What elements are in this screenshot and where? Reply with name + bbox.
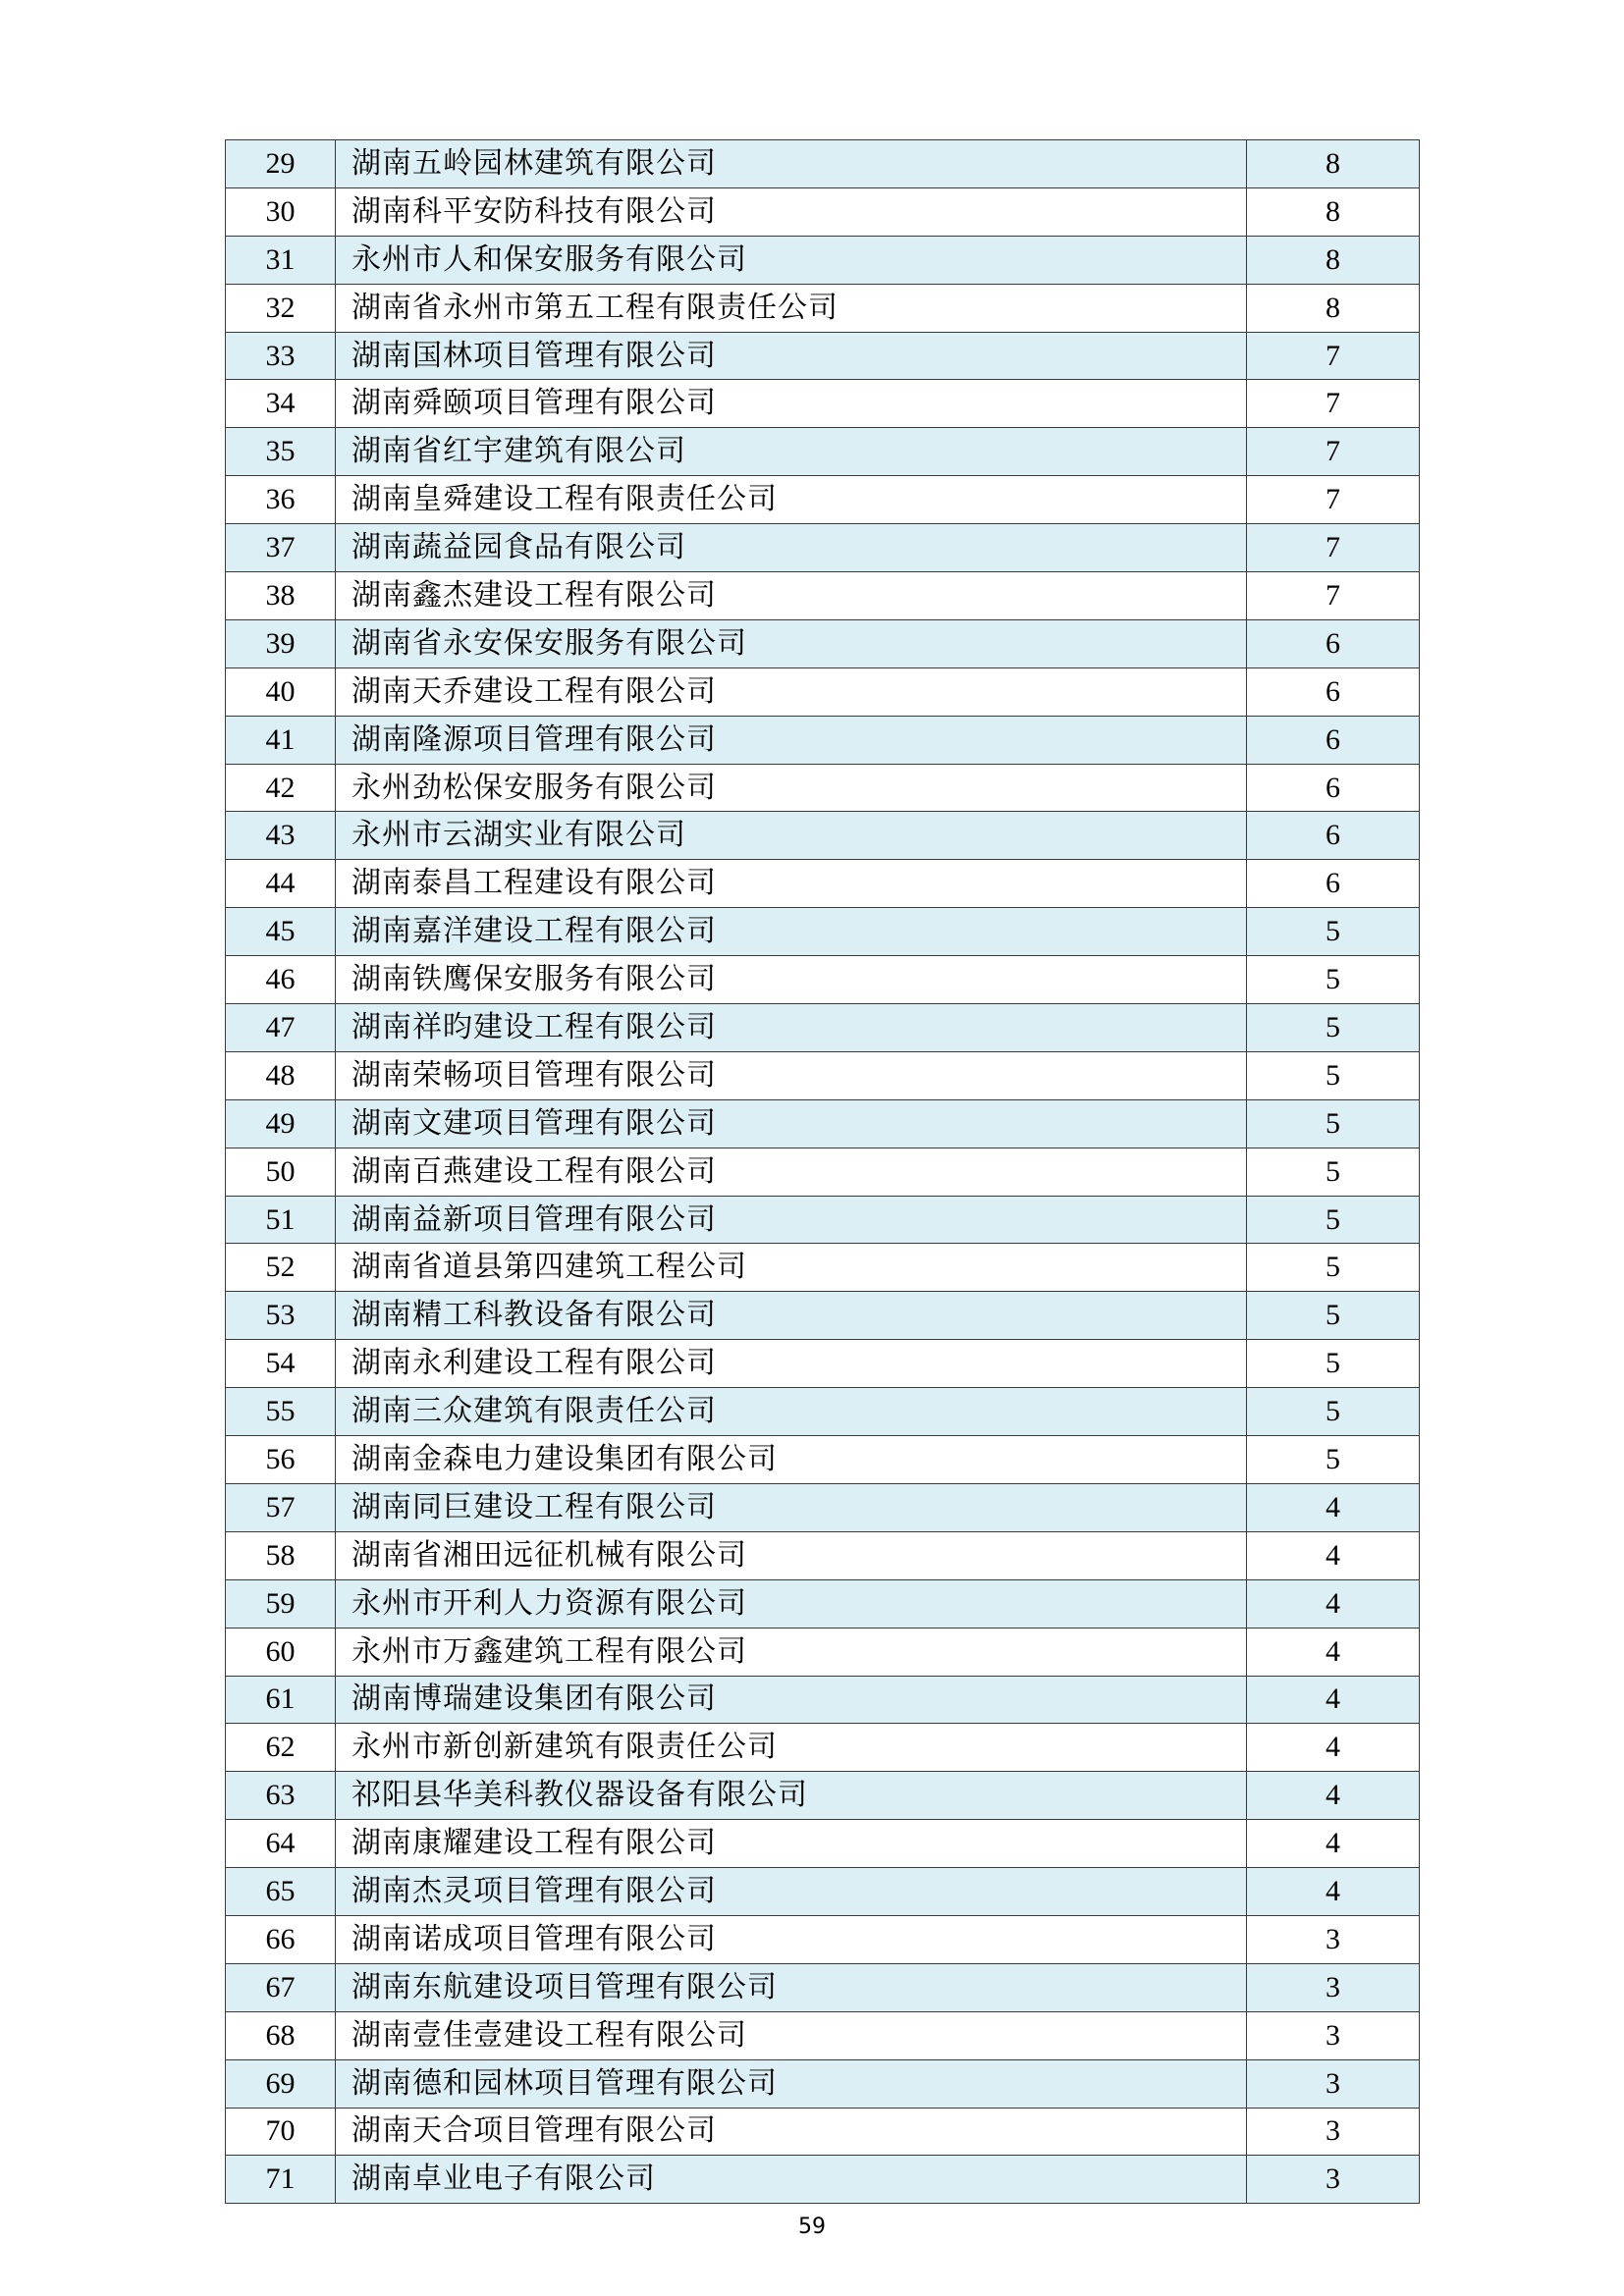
- company-name: 永州市开利人力资源有限公司: [336, 1579, 1247, 1628]
- company-table: [225, 139, 1420, 2204]
- table-row: [226, 860, 1420, 908]
- count-value: 4: [1247, 1676, 1420, 1724]
- company-name: 湖南同巨建设工程有限公司: [336, 1483, 1247, 1531]
- table-row: [226, 2156, 1420, 2204]
- company-name: 湖南永利建设工程有限公司: [336, 1340, 1247, 1388]
- table-row: [226, 1868, 1420, 1916]
- table-row: [226, 667, 1420, 716]
- company-name: 湖南康耀建设工程有限公司: [336, 1820, 1247, 1868]
- count-value: 4: [1247, 1531, 1420, 1579]
- table-row: [226, 428, 1420, 476]
- company-name: 湖南杰灵项目管理有限公司: [336, 1868, 1247, 1916]
- company-name: 湖南铁鹰保安服务有限公司: [336, 956, 1247, 1004]
- row-number: 46: [226, 956, 336, 1004]
- count-value: 6: [1247, 716, 1420, 764]
- count-value: 6: [1247, 812, 1420, 860]
- row-number: 69: [226, 2059, 336, 2108]
- count-value: 3: [1247, 2011, 1420, 2059]
- table-row: [226, 1628, 1420, 1676]
- row-number: 40: [226, 667, 336, 716]
- row-number: 59: [226, 1579, 336, 1628]
- row-number: 44: [226, 860, 336, 908]
- table-row: [226, 524, 1420, 572]
- company-name: 湖南祥昀建设工程有限公司: [336, 1004, 1247, 1052]
- row-number: 57: [226, 1483, 336, 1531]
- row-number: 47: [226, 1004, 336, 1052]
- table-row: [226, 1292, 1420, 1340]
- count-value: 5: [1247, 1292, 1420, 1340]
- company-name: 永州市万鑫建筑工程有限公司: [336, 1628, 1247, 1676]
- count-value: 8: [1247, 140, 1420, 188]
- row-number: 31: [226, 236, 336, 284]
- table-row: [226, 1340, 1420, 1388]
- company-name: 湖南皇舜建设工程有限责任公司: [336, 476, 1247, 524]
- row-number: 66: [226, 1915, 336, 1963]
- count-value: 5: [1247, 1004, 1420, 1052]
- row-number: 65: [226, 1868, 336, 1916]
- row-number: 58: [226, 1531, 336, 1579]
- company-name: 永州劲松保安服务有限公司: [336, 764, 1247, 812]
- row-number: 63: [226, 1772, 336, 1820]
- company-name: 湖南三众建筑有限责任公司: [336, 1388, 1247, 1436]
- company-name: 湖南荣畅项目管理有限公司: [336, 1051, 1247, 1099]
- row-number: 41: [226, 716, 336, 764]
- row-number: 54: [226, 1340, 336, 1388]
- page-number: 59: [798, 2215, 826, 2239]
- row-number: 49: [226, 1099, 336, 1148]
- table-row: [226, 476, 1420, 524]
- table-row: [226, 1196, 1420, 1244]
- company-name: 湖南五岭园林建筑有限公司: [336, 140, 1247, 188]
- row-number: 62: [226, 1724, 336, 1772]
- count-value: 5: [1247, 908, 1420, 956]
- company-name: 湖南卓业电子有限公司: [336, 2156, 1247, 2204]
- table-row: [226, 1244, 1420, 1292]
- table-row: [226, 332, 1420, 380]
- table-row: [226, 1724, 1420, 1772]
- company-name: 湖南蔬益园食品有限公司: [336, 524, 1247, 572]
- company-name: 湖南德和园林项目管理有限公司: [336, 2059, 1247, 2108]
- company-name: 湖南天合项目管理有限公司: [336, 2108, 1247, 2156]
- count-value: 4: [1247, 1579, 1420, 1628]
- company-name: 湖南东航建设项目管理有限公司: [336, 1963, 1247, 2011]
- row-number: 50: [226, 1148, 336, 1196]
- table-row: [226, 1676, 1420, 1724]
- count-value: 6: [1247, 764, 1420, 812]
- table-row: [226, 140, 1420, 188]
- table-row: [226, 187, 1420, 236]
- row-number: 48: [226, 1051, 336, 1099]
- count-value: 3: [1247, 2156, 1420, 2204]
- row-number: 70: [226, 2108, 336, 2156]
- company-name: 永州市人和保安服务有限公司: [336, 236, 1247, 284]
- row-number: 30: [226, 187, 336, 236]
- row-number: 56: [226, 1436, 336, 1484]
- row-number: 61: [226, 1676, 336, 1724]
- company-name: 湖南省永安保安服务有限公司: [336, 619, 1247, 667]
- row-number: 42: [226, 764, 336, 812]
- table-row: [226, 1148, 1420, 1196]
- row-number: 33: [226, 332, 336, 380]
- row-number: 38: [226, 572, 336, 620]
- count-value: 7: [1247, 476, 1420, 524]
- count-value: 7: [1247, 524, 1420, 572]
- table-row: [226, 1963, 1420, 2011]
- table-row: [226, 1388, 1420, 1436]
- row-number: 39: [226, 619, 336, 667]
- table-row: [226, 812, 1420, 860]
- company-name: 湖南舜颐项目管理有限公司: [336, 380, 1247, 428]
- company-name: 湖南省红宇建筑有限公司: [336, 428, 1247, 476]
- count-value: 5: [1247, 1099, 1420, 1148]
- table-row: [226, 1915, 1420, 1963]
- count-value: 3: [1247, 1915, 1420, 1963]
- count-value: 4: [1247, 1820, 1420, 1868]
- company-name: 湖南省道县第四建筑工程公司: [336, 1244, 1247, 1292]
- table-row: [226, 2059, 1420, 2108]
- company-name: 永州市新创新建筑有限责任公司: [336, 1724, 1247, 1772]
- table-row: [226, 2011, 1420, 2059]
- table-row: [226, 1004, 1420, 1052]
- row-number: 53: [226, 1292, 336, 1340]
- count-value: 8: [1247, 236, 1420, 284]
- table-row: [226, 1772, 1420, 1820]
- count-value: 6: [1247, 619, 1420, 667]
- count-value: 6: [1247, 860, 1420, 908]
- company-name: 湖南隆源项目管理有限公司: [336, 716, 1247, 764]
- company-name: 湖南博瑞建设集团有限公司: [336, 1676, 1247, 1724]
- count-value: 8: [1247, 187, 1420, 236]
- company-name: 湖南壹佳壹建设工程有限公司: [336, 2011, 1247, 2059]
- count-value: 6: [1247, 667, 1420, 716]
- table-row: [226, 380, 1420, 428]
- company-name: 湖南诺成项目管理有限公司: [336, 1915, 1247, 1963]
- count-value: 7: [1247, 572, 1420, 620]
- count-value: 5: [1247, 1051, 1420, 1099]
- row-number: 43: [226, 812, 336, 860]
- row-number: 37: [226, 524, 336, 572]
- row-number: 67: [226, 1963, 336, 2011]
- table-row: [226, 1531, 1420, 1579]
- row-number: 34: [226, 380, 336, 428]
- count-value: 5: [1247, 1148, 1420, 1196]
- company-name: 湖南省湘田远征机械有限公司: [336, 1531, 1247, 1579]
- table-row: [226, 1051, 1420, 1099]
- count-value: 7: [1247, 332, 1420, 380]
- row-number: 64: [226, 1820, 336, 1868]
- company-name: 湖南金森电力建设集团有限公司: [336, 1436, 1247, 1484]
- table-row: [226, 764, 1420, 812]
- company-name: 湖南文建项目管理有限公司: [336, 1099, 1247, 1148]
- row-number: 71: [226, 2156, 336, 2204]
- row-number: 45: [226, 908, 336, 956]
- table-row: [226, 1483, 1420, 1531]
- count-value: 3: [1247, 1963, 1420, 2011]
- count-value: 4: [1247, 1628, 1420, 1676]
- count-value: 4: [1247, 1772, 1420, 1820]
- company-name: 永州市云湖实业有限公司: [336, 812, 1247, 860]
- row-number: 51: [226, 1196, 336, 1244]
- row-number: 35: [226, 428, 336, 476]
- table-row: [226, 236, 1420, 284]
- row-number: 32: [226, 284, 336, 332]
- count-value: 4: [1247, 1483, 1420, 1531]
- row-number: 52: [226, 1244, 336, 1292]
- row-number: 68: [226, 2011, 336, 2059]
- company-name: 湖南鑫杰建设工程有限公司: [336, 572, 1247, 620]
- count-value: 5: [1247, 1340, 1420, 1388]
- table-row: [226, 572, 1420, 620]
- count-value: 5: [1247, 1196, 1420, 1244]
- row-number: 55: [226, 1388, 336, 1436]
- count-value: 4: [1247, 1724, 1420, 1772]
- table-row: [226, 956, 1420, 1004]
- table-row: [226, 1436, 1420, 1484]
- count-value: 7: [1247, 380, 1420, 428]
- table-row: [226, 908, 1420, 956]
- company-name: 湖南科平安防科技有限公司: [336, 187, 1247, 236]
- table-body: [226, 140, 1420, 2204]
- company-name: 湖南省永州市第五工程有限责任公司: [336, 284, 1247, 332]
- table-row: [226, 619, 1420, 667]
- table-row: [226, 284, 1420, 332]
- company-name: 湖南泰昌工程建设有限公司: [336, 860, 1247, 908]
- table-row: [226, 1099, 1420, 1148]
- company-name: 湖南国林项目管理有限公司: [336, 332, 1247, 380]
- count-value: 7: [1247, 428, 1420, 476]
- company-name: 湖南益新项目管理有限公司: [336, 1196, 1247, 1244]
- table-row: [226, 1820, 1420, 1868]
- count-value: 5: [1247, 1388, 1420, 1436]
- count-value: 3: [1247, 2059, 1420, 2108]
- row-number: 36: [226, 476, 336, 524]
- count-value: 5: [1247, 956, 1420, 1004]
- company-name: 祁阳县华美科教仪器设备有限公司: [336, 1772, 1247, 1820]
- company-name: 湖南精工科教设备有限公司: [336, 1292, 1247, 1340]
- company-name: 湖南嘉洋建设工程有限公司: [336, 908, 1247, 956]
- count-value: 3: [1247, 2108, 1420, 2156]
- count-value: 8: [1247, 284, 1420, 332]
- row-number: 60: [226, 1628, 336, 1676]
- company-name: 湖南百燕建设工程有限公司: [336, 1148, 1247, 1196]
- table-row: [226, 716, 1420, 764]
- count-value: 5: [1247, 1436, 1420, 1484]
- row-number: 29: [226, 140, 336, 188]
- count-value: 5: [1247, 1244, 1420, 1292]
- table-row: [226, 2108, 1420, 2156]
- count-value: 4: [1247, 1868, 1420, 1916]
- table-row: [226, 1579, 1420, 1628]
- company-name: 湖南天乔建设工程有限公司: [336, 667, 1247, 716]
